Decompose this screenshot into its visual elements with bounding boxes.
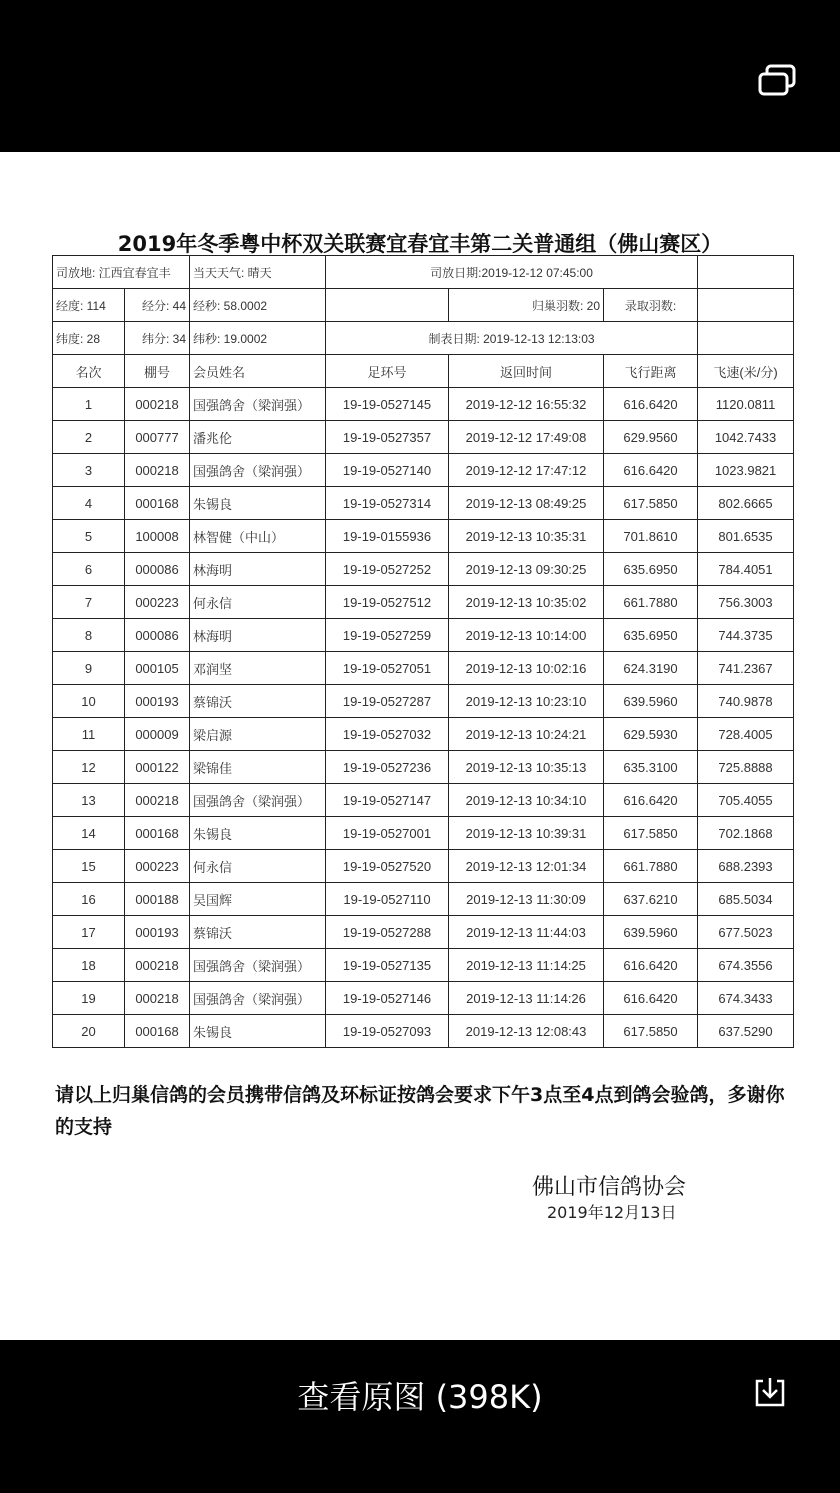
longitude-deg: 经度: 114 bbox=[53, 289, 125, 322]
speed-cell: 802.6665 bbox=[698, 487, 794, 520]
return-time-cell: 2019-12-13 10:02:16 bbox=[449, 652, 604, 685]
ring-cell: 19-19-0527147 bbox=[326, 784, 449, 817]
loft-cell: 000218 bbox=[125, 949, 190, 982]
speed-cell: 637.5290 bbox=[698, 1015, 794, 1048]
rank-cell: 14 bbox=[53, 817, 125, 850]
distance-cell: 639.5960 bbox=[604, 916, 698, 949]
return-time-cell: 2019-12-13 09:30:25 bbox=[449, 553, 604, 586]
speed-cell: 674.3433 bbox=[698, 982, 794, 1015]
col-distance: 飞行距离 bbox=[604, 355, 698, 388]
loft-cell: 100008 bbox=[125, 520, 190, 553]
col-member: 会员姓名 bbox=[190, 355, 326, 388]
release-site: 司放地: 江西宜春宜丰 bbox=[53, 256, 190, 289]
note-text: 请以上归巢信鸽的会员携带信鸽及环标证按鸽会要求下午3点至4点到鸽会验鸽，多谢你的支持 bbox=[55, 1084, 785, 1138]
returned-count: 归巢羽数: 20 bbox=[449, 289, 604, 322]
col-ring: 足环号 bbox=[326, 355, 449, 388]
distance-cell: 629.5930 bbox=[604, 718, 698, 751]
return-time-cell: 2019-12-13 11:44:03 bbox=[449, 916, 604, 949]
rank-cell: 8 bbox=[53, 619, 125, 652]
rank-cell: 16 bbox=[53, 883, 125, 916]
return-time-cell: 2019-12-13 11:14:26 bbox=[449, 982, 604, 1015]
page-title: 2019年冬季粤中杯双关联赛宜春宜丰第二关普通组（佛山赛区） bbox=[117, 232, 723, 256]
loft-cell: 000122 bbox=[125, 751, 190, 784]
table-row bbox=[53, 982, 794, 1015]
table-row bbox=[53, 652, 794, 685]
view-original-button[interactable]: 查看原图 (398K) bbox=[297, 1378, 543, 1416]
col-speed: 飞速(米/分) bbox=[698, 355, 794, 388]
ring-cell: 19-19-0527252 bbox=[326, 553, 449, 586]
ring-cell: 19-19-0527135 bbox=[326, 949, 449, 982]
return-time-cell: 2019-12-13 11:30:09 bbox=[449, 883, 604, 916]
speed-cell: 677.5023 bbox=[698, 916, 794, 949]
member-cell: 蔡锦沃 bbox=[190, 916, 326, 949]
ring-cell: 19-19-0527001 bbox=[326, 817, 449, 850]
loft-cell: 000105 bbox=[125, 652, 190, 685]
info-row bbox=[53, 322, 794, 355]
rank-cell: 3 bbox=[53, 454, 125, 487]
speed-cell: 674.3556 bbox=[698, 949, 794, 982]
speed-cell: 744.3735 bbox=[698, 619, 794, 652]
table-row bbox=[53, 520, 794, 553]
ring-cell: 19-19-0527032 bbox=[326, 718, 449, 751]
return-time-cell: 2019-12-12 17:49:08 bbox=[449, 421, 604, 454]
member-cell: 邓润坚 bbox=[190, 652, 326, 685]
ring-cell: 19-19-0527357 bbox=[326, 421, 449, 454]
loft-cell: 000218 bbox=[125, 454, 190, 487]
distance-cell: 617.5850 bbox=[604, 1015, 698, 1048]
rank-cell: 10 bbox=[53, 685, 125, 718]
empty-cell bbox=[698, 256, 794, 289]
member-cell: 吴国辉 bbox=[190, 883, 326, 916]
return-time-cell: 2019-12-13 10:35:02 bbox=[449, 586, 604, 619]
member-cell: 蔡锦沃 bbox=[190, 685, 326, 718]
ring-cell: 19-19-0527145 bbox=[326, 388, 449, 421]
return-time-cell: 2019-12-12 17:47:12 bbox=[449, 454, 604, 487]
member-cell: 林海明 bbox=[190, 553, 326, 586]
table-row bbox=[53, 784, 794, 817]
table-row bbox=[53, 586, 794, 619]
speed-cell: 740.9878 bbox=[698, 685, 794, 718]
info-row bbox=[53, 256, 794, 289]
ring-cell: 19-19-0527140 bbox=[326, 454, 449, 487]
distance-cell: 635.3100 bbox=[604, 751, 698, 784]
recorded-count: 录取羽数: bbox=[604, 289, 698, 322]
member-cell: 林智健（中山） bbox=[190, 520, 326, 553]
loft-cell: 000086 bbox=[125, 619, 190, 652]
rank-cell: 20 bbox=[53, 1015, 125, 1048]
bottom-bar bbox=[0, 1340, 840, 1493]
speed-cell: 685.5034 bbox=[698, 883, 794, 916]
member-cell: 朱锡良 bbox=[190, 817, 326, 850]
speed-cell: 725.8888 bbox=[698, 751, 794, 784]
speed-cell: 741.2367 bbox=[698, 652, 794, 685]
return-time-cell: 2019-12-12 16:55:32 bbox=[449, 388, 604, 421]
rank-cell: 13 bbox=[53, 784, 125, 817]
distance-cell: 624.3190 bbox=[604, 652, 698, 685]
distance-cell: 617.5850 bbox=[604, 817, 698, 850]
member-cell: 朱锡良 bbox=[190, 487, 326, 520]
speed-cell: 1023.9821 bbox=[698, 454, 794, 487]
return-time-cell: 2019-12-13 10:34:10 bbox=[449, 784, 604, 817]
loft-cell: 000218 bbox=[125, 784, 190, 817]
ring-cell: 19-19-0527314 bbox=[326, 487, 449, 520]
rank-cell: 11 bbox=[53, 718, 125, 751]
rank-cell: 7 bbox=[53, 586, 125, 619]
table-row bbox=[53, 883, 794, 916]
return-time-cell: 2019-12-13 08:49:25 bbox=[449, 487, 604, 520]
loft-cell: 000009 bbox=[125, 718, 190, 751]
table-row bbox=[53, 619, 794, 652]
empty-cell bbox=[326, 289, 449, 322]
loft-cell: 000188 bbox=[125, 883, 190, 916]
speed-cell: 756.3003 bbox=[698, 586, 794, 619]
rank-cell: 6 bbox=[53, 553, 125, 586]
loft-cell: 000086 bbox=[125, 553, 190, 586]
member-cell: 国强鸽舍（梁润强） bbox=[190, 454, 326, 487]
distance-cell: 616.6420 bbox=[604, 982, 698, 1015]
table-row bbox=[53, 850, 794, 883]
distance-cell: 635.6950 bbox=[604, 553, 698, 586]
speed-cell: 688.2393 bbox=[698, 850, 794, 883]
speed-cell: 784.4051 bbox=[698, 553, 794, 586]
table-row bbox=[53, 553, 794, 586]
empty-cell bbox=[698, 289, 794, 322]
speed-cell: 702.1868 bbox=[698, 817, 794, 850]
distance-cell: 637.6210 bbox=[604, 883, 698, 916]
return-time-cell: 2019-12-13 10:35:31 bbox=[449, 520, 604, 553]
table-row bbox=[53, 421, 794, 454]
loft-cell: 000218 bbox=[125, 982, 190, 1015]
weather: 当天天气: 晴天 bbox=[190, 256, 326, 289]
col-loft: 棚号 bbox=[125, 355, 190, 388]
info-row bbox=[53, 289, 794, 322]
member-cell: 国强鸽舍（梁润强） bbox=[190, 388, 326, 421]
loft-cell: 000168 bbox=[125, 1015, 190, 1048]
longitude-min: 经分: 44 bbox=[125, 289, 190, 322]
distance-cell: 639.5960 bbox=[604, 685, 698, 718]
rank-cell: 17 bbox=[53, 916, 125, 949]
rank-cell: 12 bbox=[53, 751, 125, 784]
distance-cell: 635.6950 bbox=[604, 619, 698, 652]
loft-cell: 000223 bbox=[125, 586, 190, 619]
ring-cell: 19-19-0527093 bbox=[326, 1015, 449, 1048]
member-cell: 国强鸽舍（梁润强） bbox=[190, 982, 326, 1015]
table-row bbox=[53, 388, 794, 421]
rank-cell: 1 bbox=[53, 388, 125, 421]
return-time-cell: 2019-12-13 10:24:21 bbox=[449, 718, 604, 751]
ring-cell: 19-19-0155936 bbox=[326, 520, 449, 553]
rank-cell: 5 bbox=[53, 520, 125, 553]
distance-cell: 617.5850 bbox=[604, 487, 698, 520]
speed-cell: 801.6535 bbox=[698, 520, 794, 553]
ring-cell: 19-19-0527287 bbox=[326, 685, 449, 718]
rank-cell: 9 bbox=[53, 652, 125, 685]
member-cell: 林海明 bbox=[190, 619, 326, 652]
ring-cell: 19-19-0527288 bbox=[326, 916, 449, 949]
results-table bbox=[52, 255, 794, 1048]
empty-cell bbox=[698, 322, 794, 355]
table-row bbox=[53, 817, 794, 850]
return-time-cell: 2019-12-13 12:01:34 bbox=[449, 850, 604, 883]
col-return-time: 返回时间 bbox=[449, 355, 604, 388]
table-row bbox=[53, 751, 794, 784]
rank-cell: 19 bbox=[53, 982, 125, 1015]
ring-cell: 19-19-0527146 bbox=[326, 982, 449, 1015]
member-cell: 国强鸽舍（梁润强） bbox=[190, 784, 326, 817]
table-row bbox=[53, 718, 794, 751]
ring-cell: 19-19-0527512 bbox=[326, 586, 449, 619]
member-cell: 何永信 bbox=[190, 586, 326, 619]
table-date: 制表日期: 2019-12-13 12:13:03 bbox=[326, 322, 698, 355]
header-row bbox=[53, 355, 794, 388]
loft-cell: 000777 bbox=[125, 421, 190, 454]
distance-cell: 616.6420 bbox=[604, 784, 698, 817]
member-cell: 国强鸽舍（梁润强） bbox=[190, 949, 326, 982]
loft-cell: 000168 bbox=[125, 817, 190, 850]
member-cell: 潘兆伦 bbox=[190, 421, 326, 454]
speed-cell: 728.4005 bbox=[698, 718, 794, 751]
return-time-cell: 2019-12-13 10:14:00 bbox=[449, 619, 604, 652]
rank-cell: 2 bbox=[53, 421, 125, 454]
rank-cell: 4 bbox=[53, 487, 125, 520]
ring-cell: 19-19-0527236 bbox=[326, 751, 449, 784]
return-time-cell: 2019-12-13 11:14:25 bbox=[449, 949, 604, 982]
document-image bbox=[0, 152, 840, 1340]
latitude-min: 纬分: 34 bbox=[125, 322, 190, 355]
rank-cell: 18 bbox=[53, 949, 125, 982]
multi-window-icon[interactable] bbox=[756, 63, 800, 99]
speed-cell: 1042.7433 bbox=[698, 421, 794, 454]
ring-cell: 19-19-0527110 bbox=[326, 883, 449, 916]
table-row bbox=[53, 454, 794, 487]
rank-cell: 15 bbox=[53, 850, 125, 883]
table-row bbox=[53, 685, 794, 718]
member-cell: 梁启源 bbox=[190, 718, 326, 751]
table-row bbox=[53, 487, 794, 520]
loft-cell: 000193 bbox=[125, 916, 190, 949]
col-rank: 名次 bbox=[53, 355, 125, 388]
table-row bbox=[53, 916, 794, 949]
table-row bbox=[53, 949, 794, 982]
speed-cell: 705.4055 bbox=[698, 784, 794, 817]
member-cell: 朱锡良 bbox=[190, 1015, 326, 1048]
latitude-deg: 纬度: 28 bbox=[53, 322, 125, 355]
ring-cell: 19-19-0527520 bbox=[326, 850, 449, 883]
return-time-cell: 2019-12-13 12:08:43 bbox=[449, 1015, 604, 1048]
loft-cell: 000223 bbox=[125, 850, 190, 883]
distance-cell: 629.9560 bbox=[604, 421, 698, 454]
ring-cell: 19-19-0527051 bbox=[326, 652, 449, 685]
loft-cell: 000218 bbox=[125, 388, 190, 421]
return-time-cell: 2019-12-13 10:39:31 bbox=[449, 817, 604, 850]
return-time-cell: 2019-12-13 10:23:10 bbox=[449, 685, 604, 718]
distance-cell: 616.6420 bbox=[604, 388, 698, 421]
distance-cell: 701.8610 bbox=[604, 520, 698, 553]
distance-cell: 616.6420 bbox=[604, 949, 698, 982]
loft-cell: 000193 bbox=[125, 685, 190, 718]
signature-date: 2019年12月13日 bbox=[547, 1203, 677, 1222]
top-bar bbox=[0, 0, 840, 152]
longitude-sec: 经秒: 58.0002 bbox=[190, 289, 326, 322]
latitude-sec: 纬秒: 19.0002 bbox=[190, 322, 326, 355]
speed-cell: 1120.0811 bbox=[698, 388, 794, 421]
distance-cell: 661.7880 bbox=[604, 850, 698, 883]
table-row bbox=[53, 1015, 794, 1048]
download-icon[interactable] bbox=[752, 1374, 788, 1410]
distance-cell: 661.7880 bbox=[604, 586, 698, 619]
return-time-cell: 2019-12-13 10:35:13 bbox=[449, 751, 604, 784]
ring-cell: 19-19-0527259 bbox=[326, 619, 449, 652]
distance-cell: 616.6420 bbox=[604, 454, 698, 487]
release-date: 司放日期:2019-12-12 07:45:00 bbox=[326, 256, 698, 289]
member-cell: 梁锦佳 bbox=[190, 751, 326, 784]
organization-name: 佛山市信鸽协会 bbox=[532, 1175, 687, 1200]
loft-cell: 000168 bbox=[125, 487, 190, 520]
member-cell: 何永信 bbox=[190, 850, 326, 883]
